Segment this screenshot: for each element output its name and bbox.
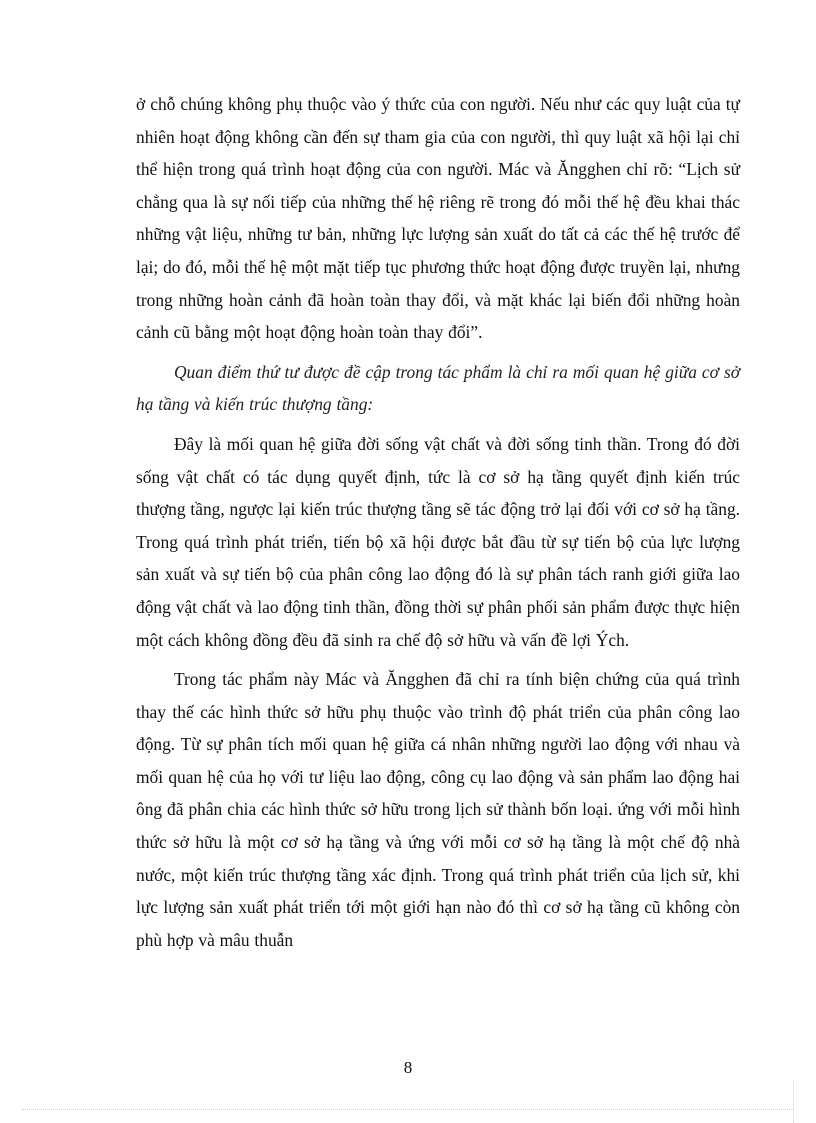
paragraph-social-laws: ở chỗ chúng không phụ thuộc vào ý thức của con người. Nếu như các quy luật của tự nhiên hoạt động không cần đến sự tham gia của con người, thì quy luật xã hội lại chỉ thể hiện trong quá trình hoạt động của con người. Mác và Ăngghen chỉ rõ: “Lịch sử chẳng qua là sự nối tiếp của những thế hệ riêng rẽ trong đó mỗi thế hệ đều khai thác những vật liệu, những tư bản, những lực lượng sản xuất do tất cả các thế hệ trước để lại; do đó, mỗi thế hệ một mặt tiếp tục phương thức hoạt động được truyền lại, nhưng trong những hoàn cảnh đã hoàn toàn thay đổi, và mặt khác lại biến đổi những hoàn cảnh cũ bằng một hoạt động hoàn toàn thay đổi”. [136,94,740,343]
paragraph-fourth-viewpoint-heading: Quan điểm thứ tư được đề cập trong tác phẩm là chỉ ra mối quan hệ giữa cơ sở hạ tầng và kiến trúc thượng tầng: [136,361,740,415]
page-bottom-border [22,1109,794,1110]
page-side-border [793,1080,794,1123]
page-number: 8 [403,1058,413,1077]
page-body-text [136,88,740,956]
paragraph-base-superstructure: Đây là mối quan hệ giữa đời sống vật chất và đời sống tinh thần. Trong đó đời sống vật chất có tác dụng quyết định, tức là cơ sở hạ tầng quyết định kiến trúc thượng tầng, ngược lại kiến trúc thượng tầng sẽ tác động trở lại đối với cơ sở hạ tầng. Trong quá trình phát triển, tiến bộ xã hội được bắt đầu từ sự tiến bộ của lực lượng sản xuất và sự tiến bộ của phân công lao động đó là sự phân tách ranh giới giữa lao động vật chất và lao động tinh thần, đồng thời sự phân phối sản phẩm được thực hiện một cách không đồng đều đã sinh ra chế độ sở hữu và vấn đề lợi Ých. [136,433,740,650]
paragraph-ownership-forms: Trong tác phẩm này Mác và Ăngghen đã chỉ ra tính biện chứng của quá trình thay thế các hình thức sở hữu phụ thuộc vào trình độ phát triển của phân công lao động. Từ sự phân tích mối quan hệ giữa cá nhân những người lao động với nhau và mối quan hệ của họ với tư liệu lao động, công cụ lao động và sản phẩm lao động hai ông đã phân chia các hình thức sở hữu trong lịch sử thành bốn loại. ứng với mỗi hình thức sở hữu là một cơ sở hạ tầng và ứng với mỗi cơ sở hạ tầng là một chế độ nhà nước, một kiến trúc thượng tầng xác định. Trong quá trình phát triển của lịch sử, khi lực lượng sản xuất phát triển tới một giới hạn nào đó thì cơ sở hạ tầng cũ không còn phù hợp và mâu thuẫn [136,669,740,950]
